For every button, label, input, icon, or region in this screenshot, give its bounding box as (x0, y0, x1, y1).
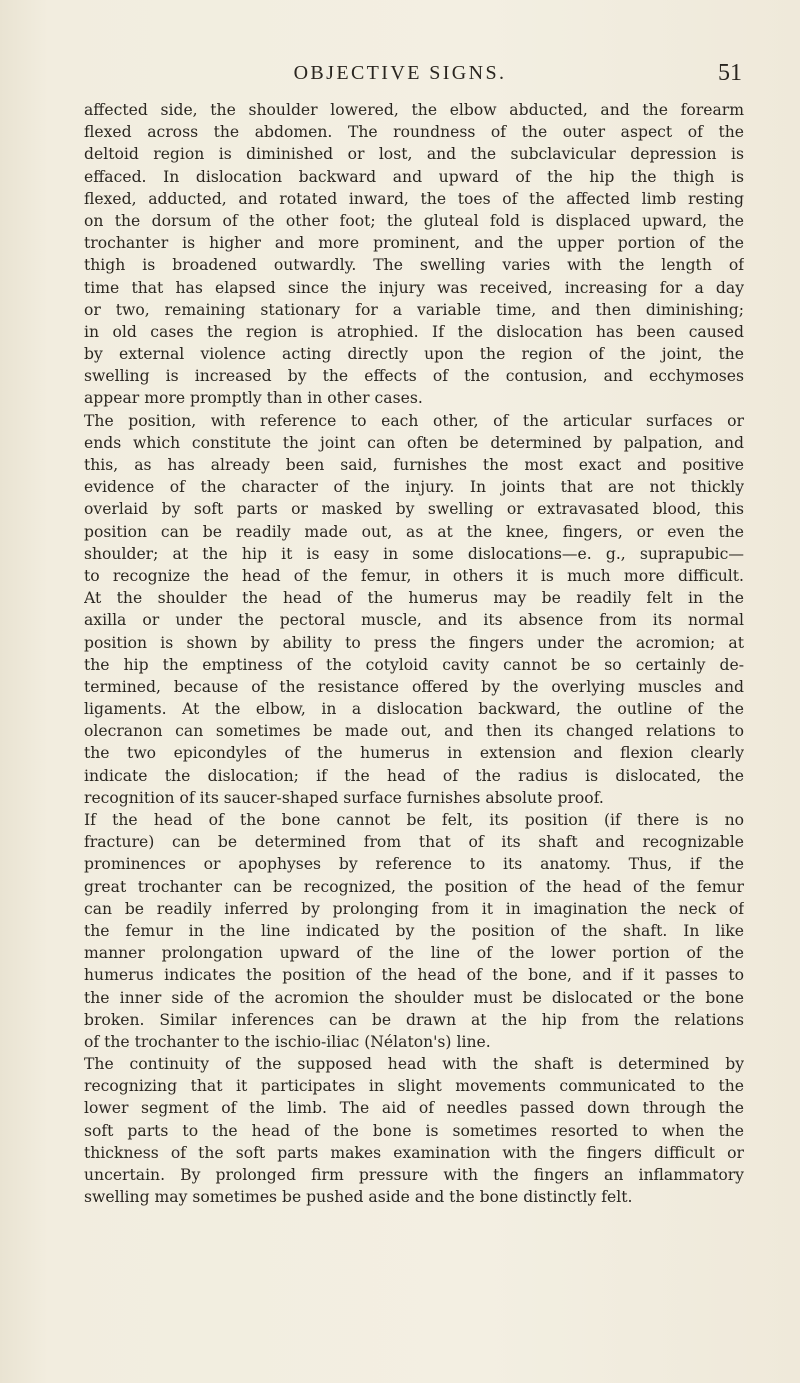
text-line: soft parts to the head of the bone is sometimes resorted to when the (84, 1121, 744, 1140)
text-line: in old cases the region is atrophied. If the dislocation has been caused (84, 322, 744, 341)
text-line: At the shoulder the head of the humerus may be readily felt in the (84, 589, 744, 608)
text-line: of the trochanter to the ischio-iliac (Nélaton's) line. (84, 1032, 491, 1051)
text-line: time that has elapsed since the injury was received, increasing for a day (84, 278, 744, 297)
running-head (58, 62, 742, 92)
text-line: flexed across the abdomen. The roundness of the outer aspect of the (84, 123, 744, 142)
text-line: The continuity of the supposed head with the shaft is determined by (84, 1055, 744, 1074)
text-line: by external violence acting directly upon the region of the joint, the (84, 345, 744, 364)
text-line: uncertain. By prolonged firm pressure with the fingers an inflammatory (84, 1166, 744, 1184)
text-line: affected side, the shoulder lowered, the elbow abducted, and the forearm (84, 101, 744, 119)
page-number: 51 (718, 60, 742, 86)
text-line: indicate the dislocation; if the head of the radius is dislocated, the (84, 766, 744, 785)
text-line: the hip the emptiness of the cotyloid cavity cannot be so certainly de- (84, 655, 744, 674)
text-line: this, as has already been said, furnishes the most exact and positive (84, 456, 744, 474)
text-line: or two, remaining stationary for a variable time, and then diminishing; (84, 300, 744, 319)
text-line: can be readily inferred by prolonging from it in imagination the neck of (84, 899, 744, 918)
text-line: thigh is broadened outwardly. The swelling varies with the length of (84, 256, 744, 275)
text-line: position is shown by ability to press the fingers under the acromion; at (84, 633, 744, 652)
text-line: recognizing that it participates in slight movements communicated to the (84, 1077, 744, 1096)
text-line: ends which constitute the joint can often be determined by palpation, and (84, 433, 744, 452)
text-line: shoulder; at the hip it is easy in some dislocations—e. g., suprapubic— (84, 544, 744, 563)
text-line: deltoid region is diminished or lost, and the subclavicular depression is (84, 145, 744, 164)
text-line: The position, with reference to each other, of the articular surfaces or (84, 411, 744, 430)
text-line: great trochanter can be recognized, the position of the head of the femur (84, 877, 744, 896)
text-line: the inner side of the acromion the shoulder must be dislocated or the bone (84, 988, 744, 1007)
text-line: olecranon can sometimes be made out, and then its changed relations to (84, 722, 744, 741)
text-line: termined, because of the resistance offered by the overlying muscles and (84, 677, 744, 696)
text-line: recognition of its saucer-shaped surface furnishes absolute proof. (84, 788, 604, 807)
text-line: appear more promptly than in other cases. (84, 389, 423, 408)
text-line: position can be readily made out, as at the knee, fingers, or even the (84, 522, 744, 541)
text-line: If the head of the bone cannot be felt, its position (if there is no (84, 811, 744, 829)
text-line: effaced. In dislocation backward and upward of the hip the thigh is (84, 167, 744, 186)
text-line: on the dorsum of the other foot; the gluteal fold is displaced upward, the (84, 211, 744, 230)
body-text (84, 99, 744, 1208)
text-line: prominences or apophyses by reference to its anatomy. Thus, if the (84, 855, 744, 874)
text-line: manner prolongation upward of the line of the lower portion of the (84, 944, 744, 963)
text-line: humerus indicates the position of the head of the bone, and if it passes to (84, 966, 744, 985)
text-line: evidence of the character of the injury. In joints that are not thickly (84, 478, 744, 497)
text-line: thickness of the soft parts makes examination with the fingers difficult or (84, 1143, 744, 1162)
text-line: the femur in the line indicated by the position of the shaft. In like (84, 921, 744, 940)
text-line: lower segment of the limb. The aid of needles passed down through the (84, 1099, 744, 1118)
text-line: overlaid by soft parts or masked by swelling or extravasated blood, this (84, 500, 744, 519)
text-line: axilla or under the pectoral muscle, and its absence from its normal (84, 611, 744, 630)
text-line: to recognize the head of the femur, in others it is much more difficult. (84, 566, 744, 585)
text-line: broken. Similar inferences can be drawn at the hip from the relations (84, 1010, 744, 1029)
text-line: swelling is increased by the effects of the contusion, and ecchymoses (84, 367, 744, 386)
text-line: the two epicondyles of the humerus in extension and flexion clearly (84, 744, 744, 763)
text-line: swelling may sometimes be pushed aside and the bone distinctly felt. (84, 1188, 633, 1207)
text-line: ligaments. At the elbow, in a dislocation backward, the outline of the (84, 700, 744, 719)
text-line: fracture) can be determined from that of its shaft and recognizable (84, 833, 744, 852)
text-line: flexed, adducted, and rotated inward, the toes of the affected limb resting (84, 189, 744, 208)
running-title: OBJECTIVE SIGNS. (293, 62, 507, 84)
text-line: trochanter is higher and more prominent, and the upper portion of the (84, 234, 744, 253)
